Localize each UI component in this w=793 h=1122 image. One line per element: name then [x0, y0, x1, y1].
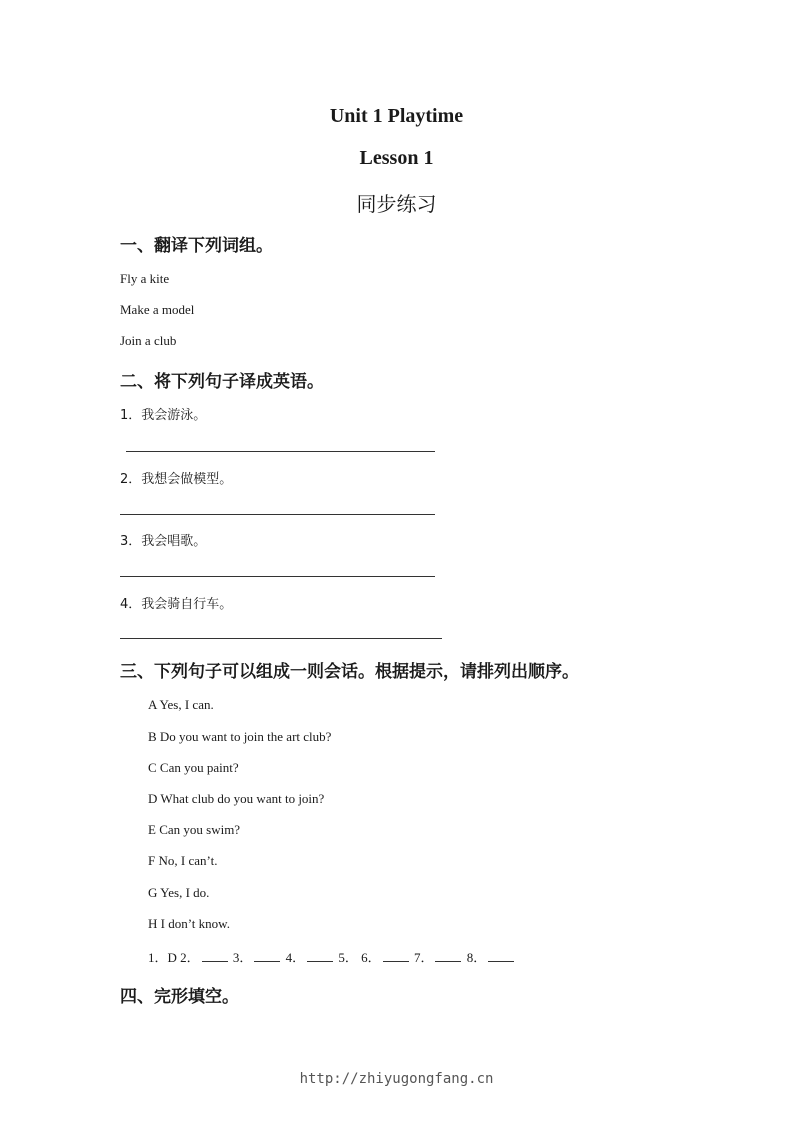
answer-order-row — [148, 947, 516, 966]
dialogue-option: D What club do you want to join? — [148, 791, 325, 806]
answer-label: 7． — [413, 950, 434, 965]
answer-blank[interactable] — [488, 960, 514, 962]
answer-label: 3． — [232, 950, 253, 965]
lesson-title: Lesson 1 — [359, 147, 434, 169]
footer-url[interactable]: http://zhiyugongfang.cn — [299, 1071, 494, 1087]
answer-prefix: 1．D 2． — [148, 950, 200, 965]
answer-line[interactable] — [120, 576, 435, 577]
answer-blank[interactable] — [435, 960, 461, 962]
answer-blank[interactable] — [254, 960, 280, 962]
question-item: 2．我想会做模型。 — [120, 472, 233, 487]
answer-line[interactable] — [120, 514, 435, 515]
question-item: 3．我会唱歌。 — [120, 534, 207, 549]
answer-blank[interactable] — [202, 960, 228, 962]
dialogue-option: H I don’t know. — [148, 916, 230, 931]
dialogue-option: B Do you want to join the art club? — [148, 729, 332, 744]
dialogue-option: E Can you swim? — [148, 822, 241, 837]
dialogue-option: C Can you paint? — [148, 760, 239, 775]
page-subtitle: 同步练习 — [356, 192, 437, 216]
answer-line[interactable] — [120, 638, 442, 639]
dialogue-option: G Yes, I do. — [148, 885, 210, 900]
page-title: Unit 1 Playtime — [329, 105, 464, 127]
section-heading-4: 四、完形填空。 — [120, 987, 239, 1007]
section-heading-2: 二、将下列句子译成英语。 — [120, 372, 324, 392]
question-item: 4．我会骑自行车。 — [120, 597, 233, 612]
answer-line[interactable] — [126, 451, 435, 452]
phrase-item: Make a model — [120, 302, 195, 317]
question-item: 1．我会游泳。 — [120, 408, 207, 423]
answer-blank[interactable] — [383, 960, 409, 962]
answer-label: 5． 6． — [338, 950, 381, 965]
dialogue-option: F No, I can’t. — [148, 853, 218, 868]
section-heading-3: 三、下列句子可以组成一则会话。根据提示，请排列出顺序。 — [120, 662, 579, 682]
phrase-item: Fly a kite — [120, 271, 170, 286]
phrase-item: Join a club — [120, 333, 177, 348]
answer-label: 8． — [466, 950, 487, 965]
answer-label: 4． — [285, 950, 306, 965]
answer-blank[interactable] — [307, 960, 333, 962]
section-heading-1: 一、翻译下列词组。 — [120, 236, 273, 256]
dialogue-option: A Yes, I can. — [148, 697, 214, 712]
